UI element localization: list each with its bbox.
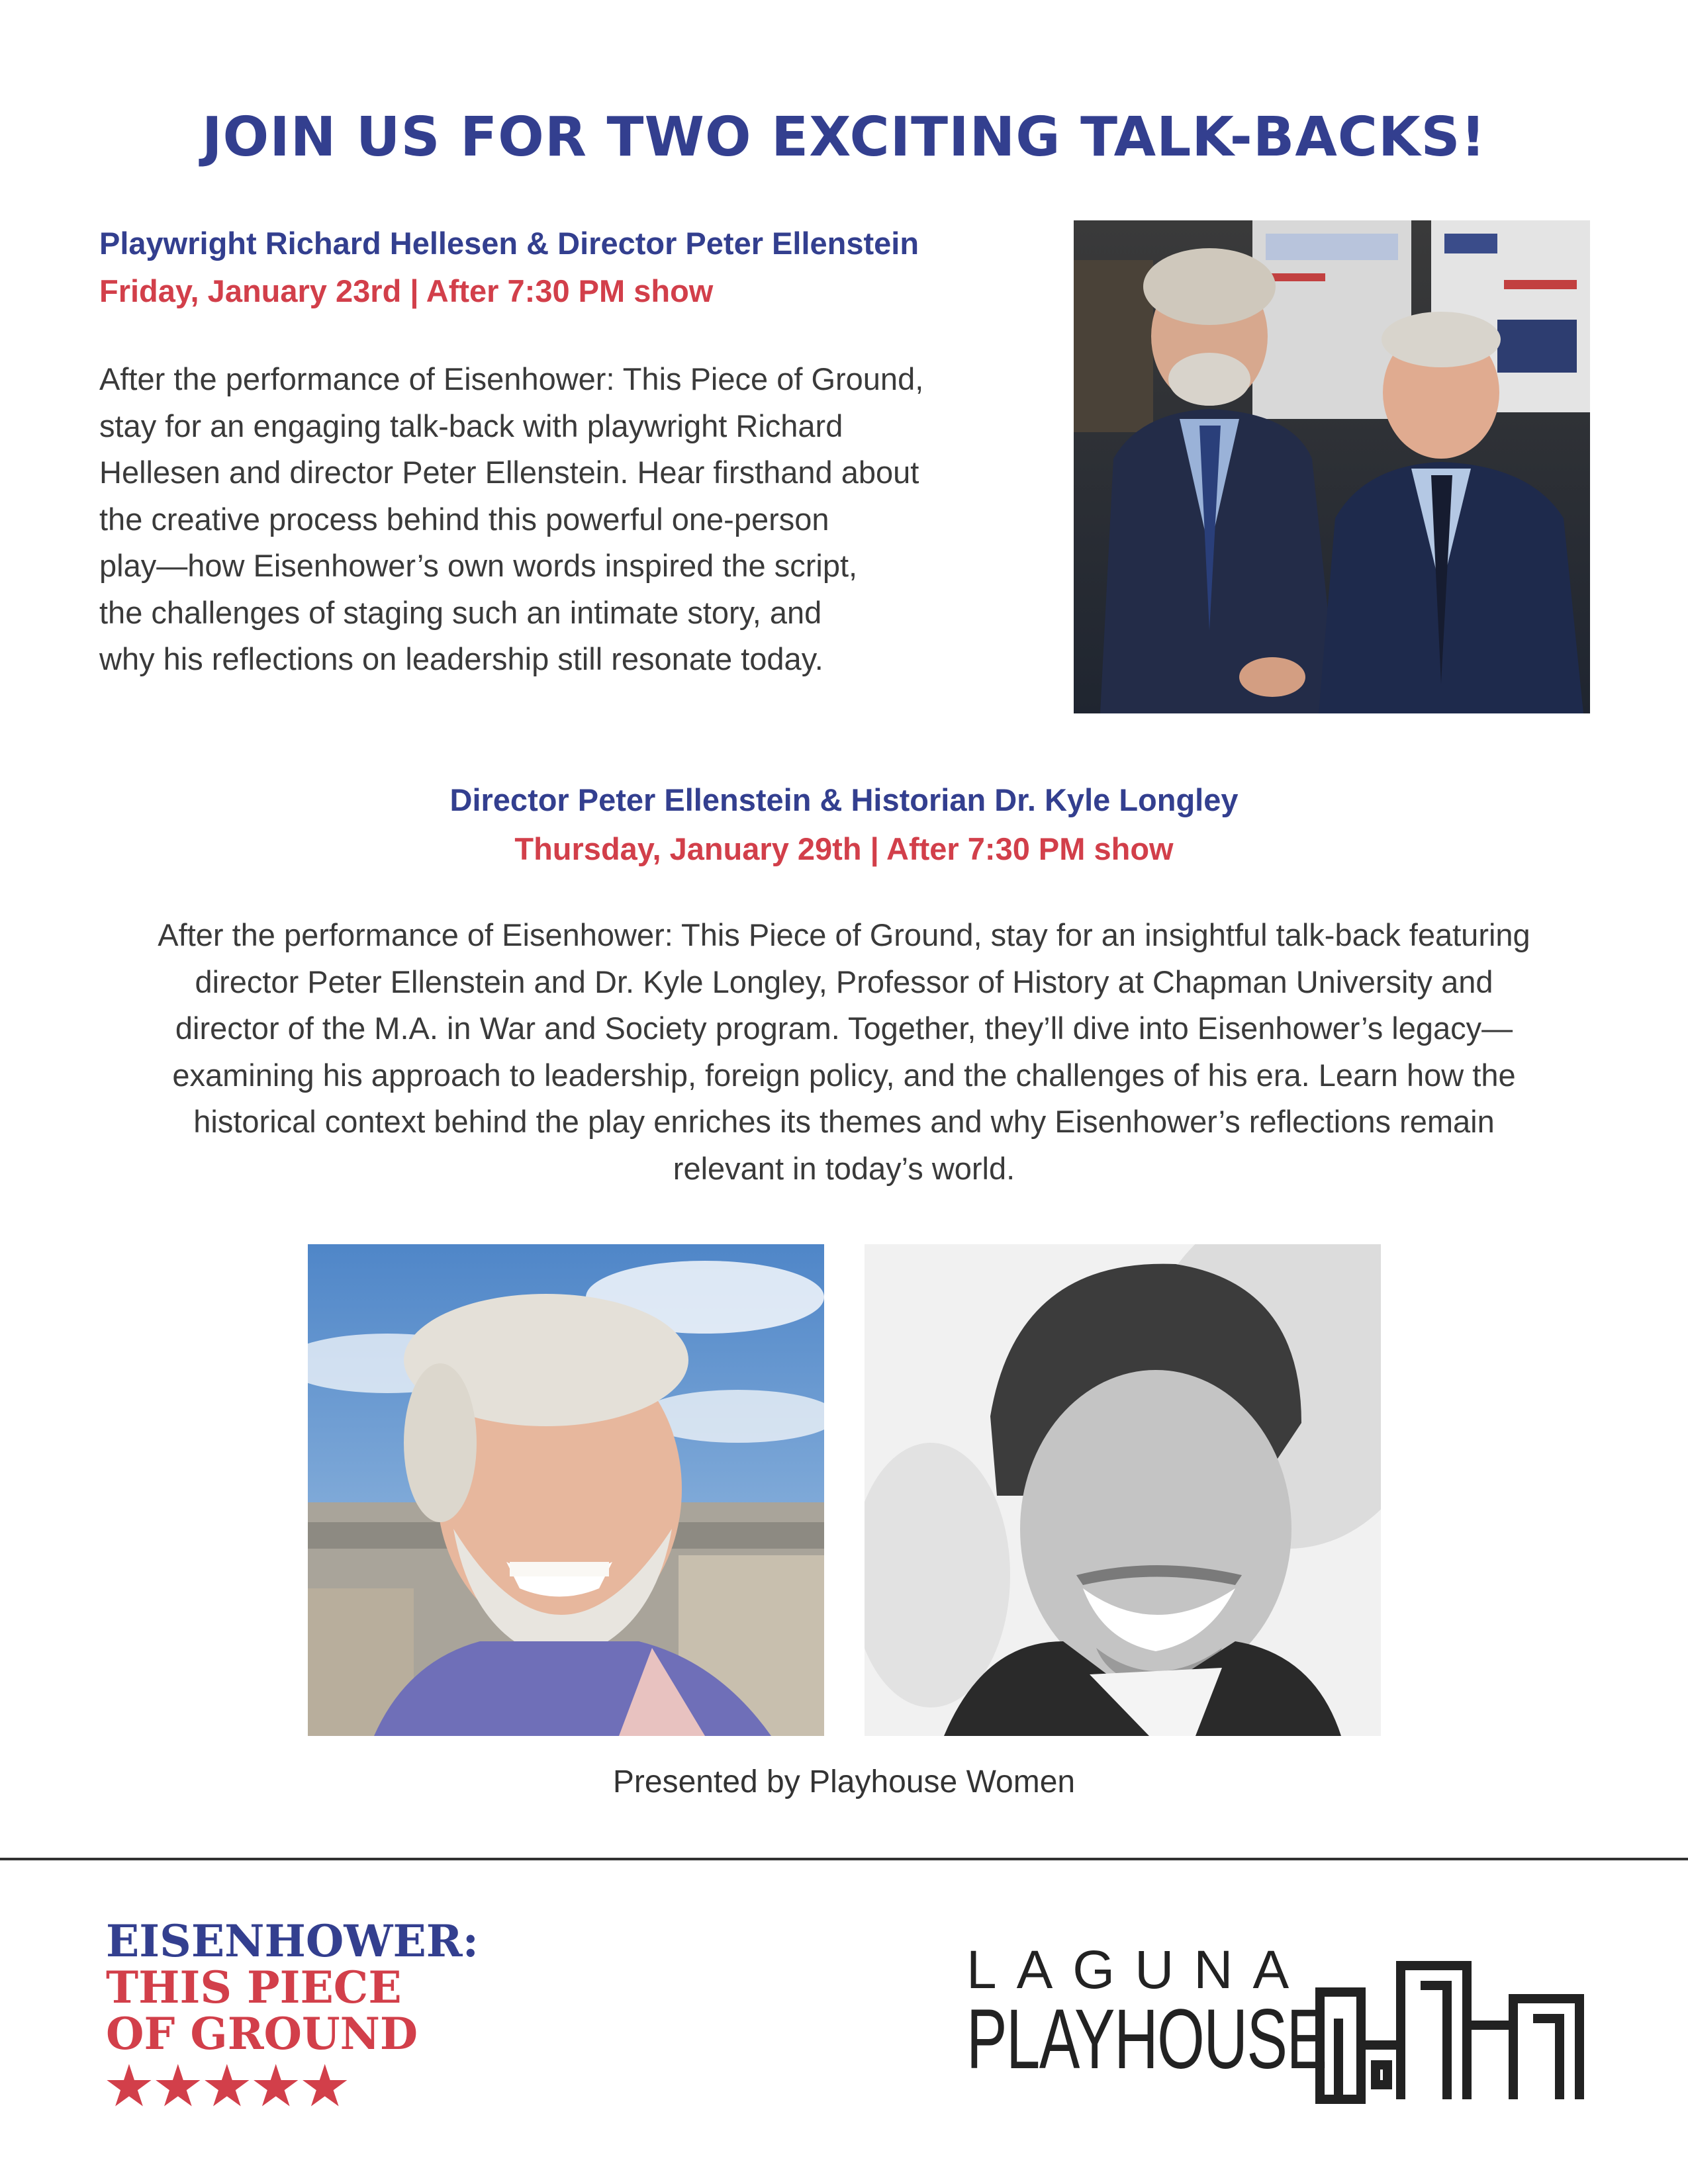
- talkback-1-line: the challenges of staging such an intimate story, and: [99, 594, 822, 630]
- logo-word-playhouse: PLAYHOUSE: [966, 1992, 1327, 2087]
- talkback-1-date: Friday, January 23rd | After 7:30 PM show: [99, 273, 714, 308]
- page-title: JOIN US FOR TWO EXCITING TALK-BACKS!: [202, 106, 1486, 169]
- talkback-2-line: director of the M.A. in War and Society program. Together, they’ll dive into Eisenhower’s legacy—: [175, 1011, 1513, 1046]
- handshake-photo: [1074, 220, 1590, 713]
- talkback-1-line: the creative process behind this powerful one-person: [99, 501, 829, 537]
- historian-portrait-photo: [865, 1244, 1381, 1736]
- footer-divider: [0, 1858, 1688, 1860]
- talkback-1-line: why his reflections on leadership still resonate today.: [99, 641, 823, 676]
- show-logo-line-2: THIS PIECE: [106, 1962, 402, 2013]
- show-logo: [106, 1915, 530, 2116]
- show-logo-line-3: OF GROUND: [106, 2008, 418, 2060]
- talkback-2-line: examining his approach to leadership, foreign policy, and the challenges of his era. Learn how the: [172, 1057, 1516, 1093]
- talkback-1-line: stay for an engaging talk-back with playwright Richard: [99, 408, 843, 443]
- talkback-1-description: [99, 356, 1039, 683]
- logo-word-laguna: LAGUNA: [966, 1940, 1309, 2000]
- star-rating-icon: ★★★★★: [106, 2056, 351, 2116]
- talkback-2-header: [0, 776, 1688, 874]
- talkback-2-line: historical context behind the play enriches its themes and why Eisenhower’s reflections remain: [193, 1104, 1495, 1139]
- talkback-2-line: After the performance of Eisenhower: This Piece of Ground, stay for an insightful talk-back featuring: [158, 917, 1530, 952]
- talkback-2-date: Thursday, January 29th | After 7:30 PM show: [514, 831, 1174, 866]
- talkback-2-line: relevant in today’s world.: [673, 1150, 1015, 1186]
- presented-by-caption: Presented by Playhouse Women: [612, 1764, 1076, 1799]
- talkback-1-line: After the performance of Eisenhower: This Piece of Ground,: [99, 361, 924, 396]
- talkback-1-line: play—how Eisenhower’s own words inspired the script,: [99, 548, 858, 583]
- talkback-2-description: [66, 912, 1622, 1192]
- director-portrait-photo: [308, 1244, 824, 1736]
- talkback-1-line: Hellesen and director Peter Ellenstein. Hear firsthand about: [99, 455, 919, 490]
- laguna-playhouse-logo: [966, 1939, 1589, 2111]
- talkback-1-header: [99, 220, 919, 315]
- building-outline-icon: [1315, 1952, 1586, 2105]
- talkback-1-heading: Playwright Richard Hellesen & Director Peter Ellenstein: [99, 226, 919, 261]
- talkback-2-heading: Director Peter Ellenstein & Historian Dr. Kyle Longley: [449, 782, 1239, 817]
- show-logo-line-1: EISENHOWER:: [106, 1915, 479, 1967]
- talkback-2-line: director Peter Ellenstein and Dr. Kyle Longley, Professor of History at Chapman University and: [195, 964, 1493, 999]
